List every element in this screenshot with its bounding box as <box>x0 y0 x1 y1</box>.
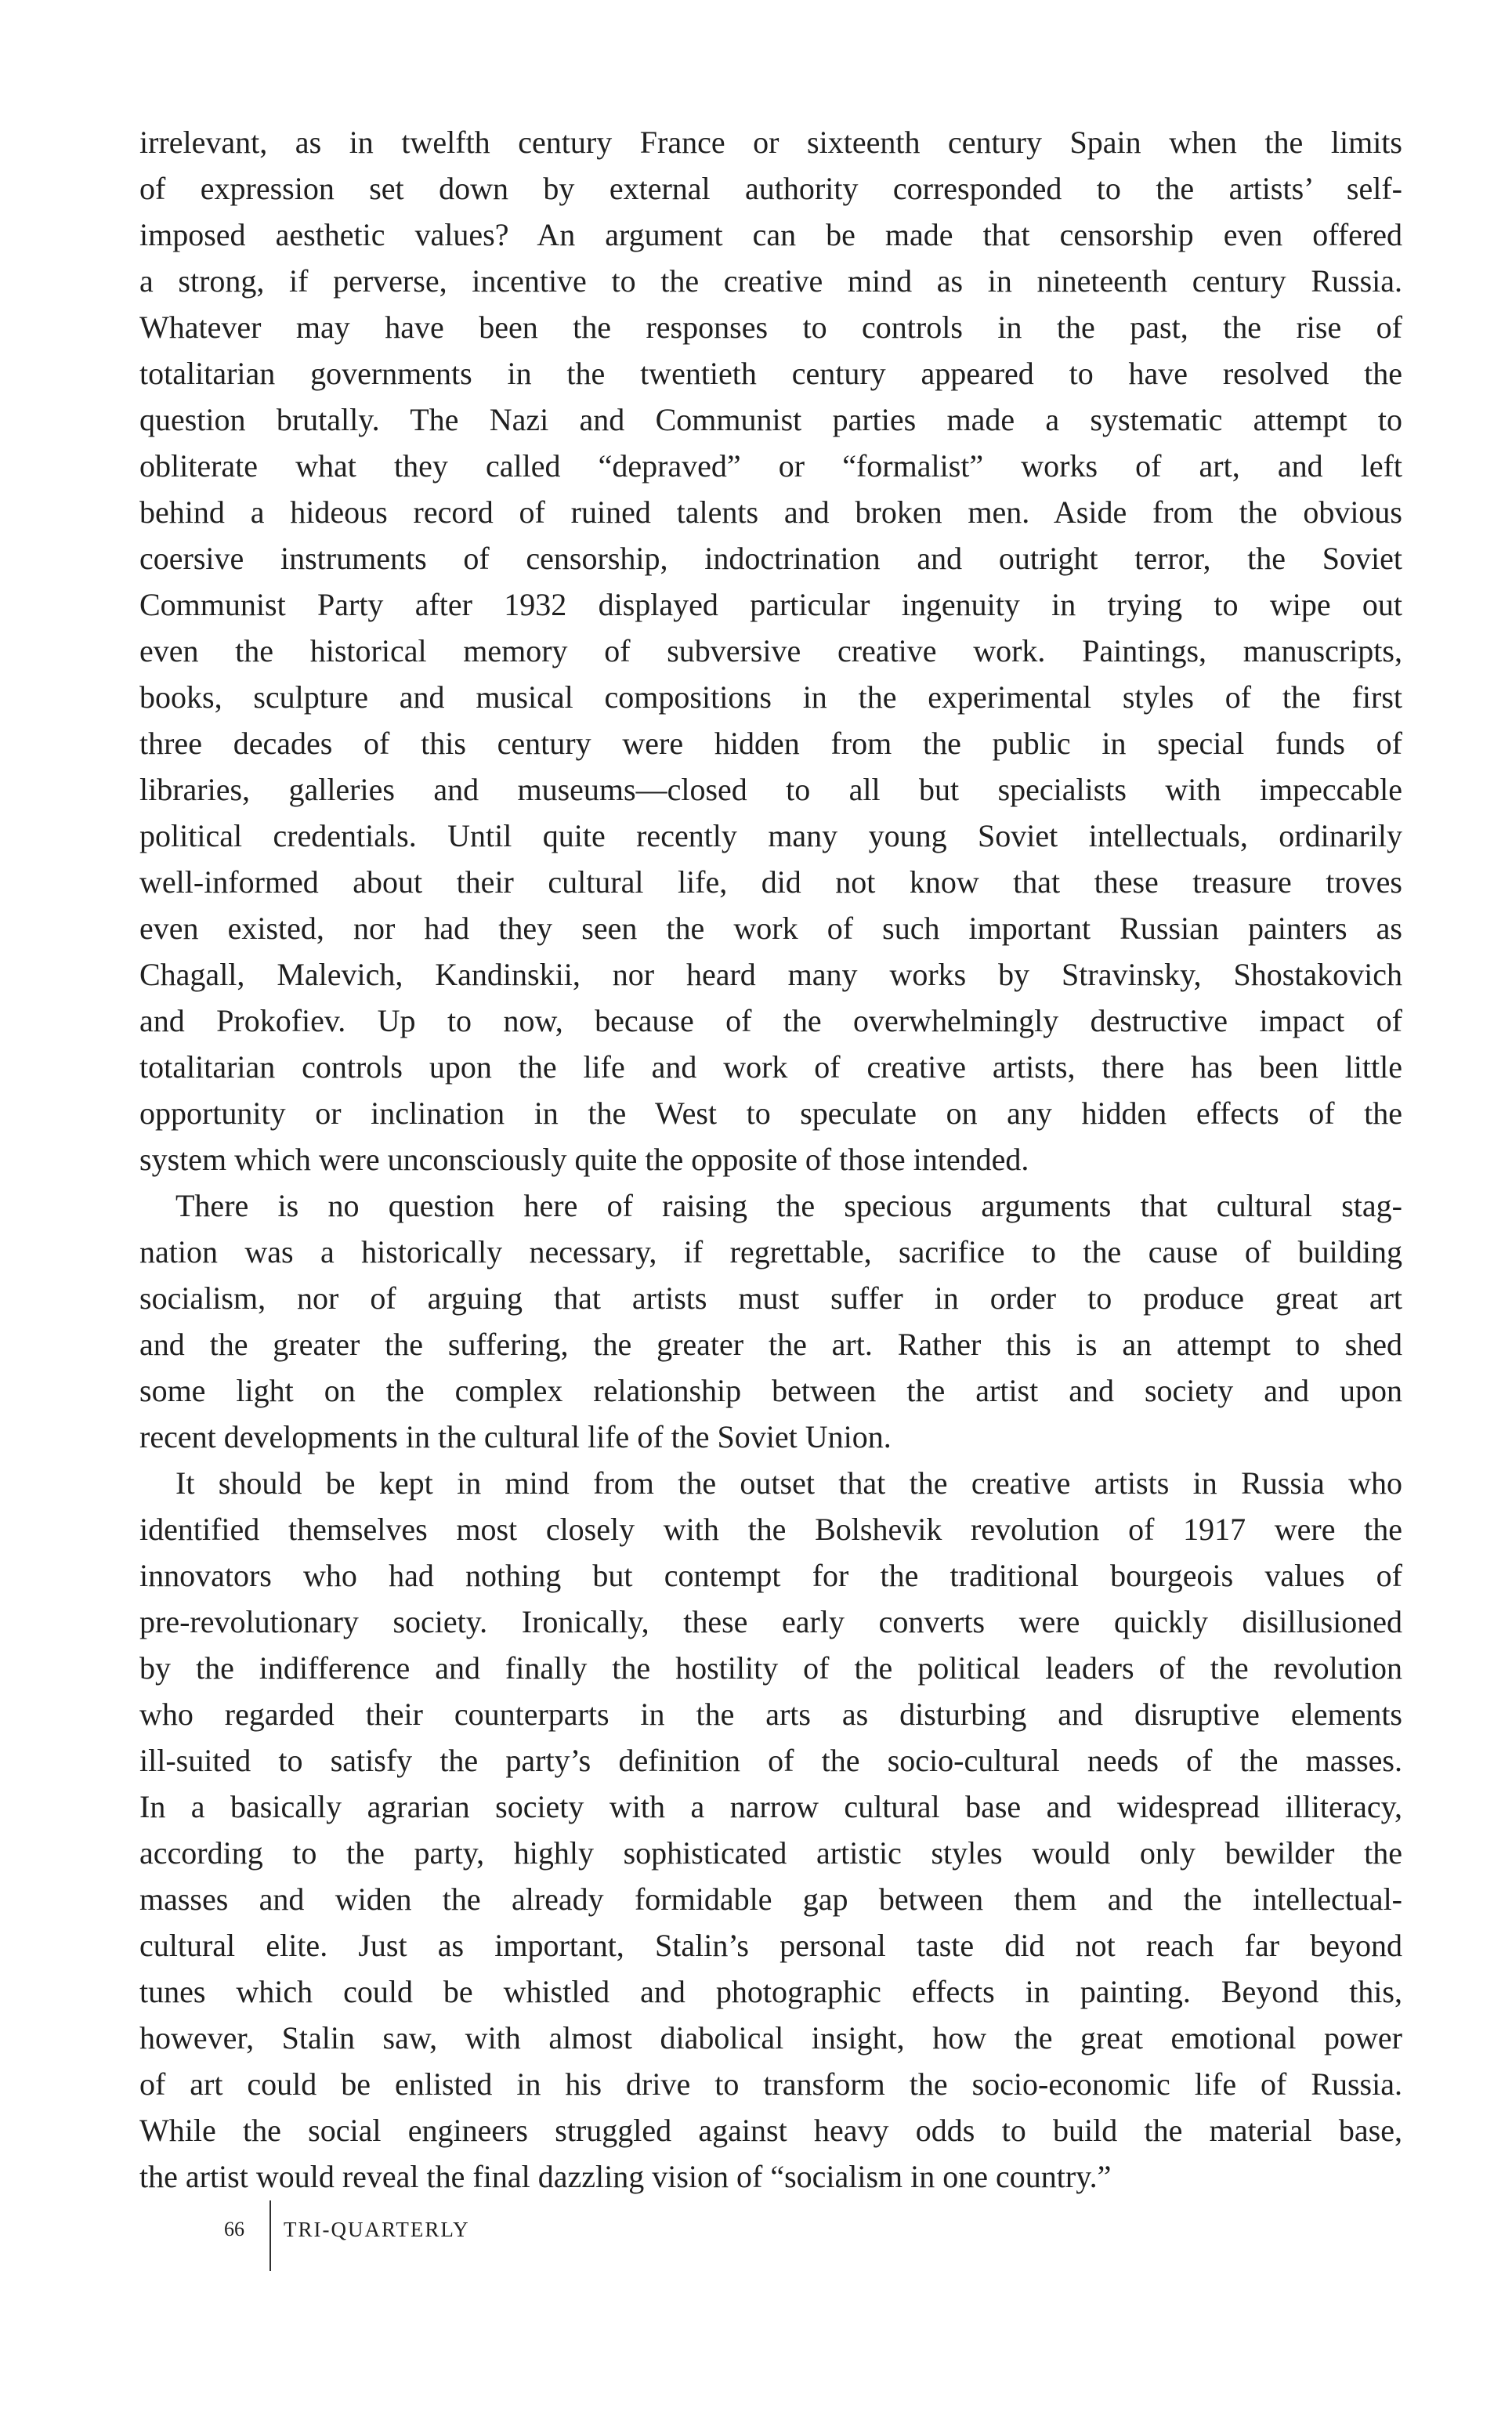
text-line: the artist would reveal the final dazzling vision of “socialism in one country.” <box>139 2159 1112 2194</box>
text-line: nation was a historically necessary, if regrettable, sacrifice to the cause of building <box>139 1234 1402 1269</box>
text-line: Communist Party after 1932 displayed particular ingenuity in trying to wipe out <box>139 587 1402 622</box>
journal-title: TRI-QUARTERLY <box>284 2218 470 2241</box>
paragraph <box>139 1183 1402 1460</box>
text-line: a strong, if perverse, incentive to the creative mind as in nineteenth century Russia. <box>139 263 1402 299</box>
text-line: totalitarian governments in the twentieth century appeared to have resolved the <box>139 356 1402 391</box>
text-line: question brutally. The Nazi and Communist parties made a systematic attempt to <box>139 402 1402 437</box>
text-line: well-informed about their cultural life, did not know that these treasure troves <box>139 864 1402 900</box>
text-line: and Prokofiev. Up to now, because of the overwhelmingly destructive impact of <box>139 1003 1402 1038</box>
paragraph <box>139 119 1402 1183</box>
text-line: innovators who had nothing but contempt for the traditional bourgeois values of <box>139 1558 1402 1593</box>
text-line: books, sculpture and musical compositions in the experimental styles of the first <box>139 679 1402 715</box>
text-line: even the historical memory of subversive creative work. Paintings, manuscripts, <box>139 633 1402 668</box>
text-line: three decades of this century were hidden from the public in special funds of <box>139 726 1402 761</box>
text-line: It should be kept in mind from the outset that the creative artists in Russia who <box>175 1465 1402 1501</box>
text-line: of expression set down by external authority corresponded to the artists’ self- <box>139 171 1402 206</box>
text-line: according to the party, highly sophisticated artistic styles would only bewilder the <box>139 1835 1402 1871</box>
text-line: identified themselves most closely with the Bolshevik revolution of 1917 were the <box>139 1512 1402 1547</box>
text-line: coersive instruments of censorship, indoctrination and outright terror, the Soviet <box>139 541 1402 576</box>
paragraph <box>139 1460 1402 2200</box>
text-line: Chagall, Malevich, Kandinskii, nor heard many works by Stravinsky, Shostakovich <box>139 957 1402 992</box>
text-line: recent developments in the cultural life of the Soviet Union. <box>139 1419 892 1454</box>
text-line: socialism, nor of arguing that artists must suffer in order to produce great art <box>139 1280 1402 1316</box>
text-line: In a basically agrarian society with a narrow cultural base and widespread illiteracy, <box>139 1789 1402 1824</box>
text-line: ill-suited to satisfy the party’s definition of the socio-cultural needs of the masses. <box>139 1743 1402 1778</box>
text-line: There is no question here of raising the specious arguments that cultural stag- <box>175 1188 1402 1223</box>
text-line: obliterate what they called “depraved” or “formalist” works of art, and left <box>139 448 1402 484</box>
text-line: While the social engineers struggled against heavy odds to build the material base, <box>139 2113 1402 2148</box>
text-line: totalitarian controls upon the life and work of creative artists, there has been little <box>139 1049 1402 1085</box>
text-line: Whatever may have been the responses to controls in the past, the rise of <box>139 310 1402 345</box>
text-line: libraries, galleries and museums—closed to all but specialists with impeccable <box>139 772 1402 807</box>
text-line: even existed, nor had they seen the work of such important Russian painters as <box>139 911 1402 946</box>
text-line: cultural elite. Just as important, Stalin’s personal taste did not reach far beyond <box>139 1928 1402 1963</box>
text-line: and the greater the suffering, the greater the art. Rather this is an attempt to shed <box>139 1327 1402 1362</box>
text-line: imposed aesthetic values? An argument can be made that censorship even offered <box>139 217 1402 252</box>
text-line: irrelevant, as in twelfth century France or sixteenth century Spain when the limits <box>139 125 1402 160</box>
text-line: political credentials. Until quite recently many young Soviet intellectuals, ordinarily <box>139 818 1402 853</box>
text-line: opportunity or inclination in the West to speculate on any hidden effects of the <box>139 1096 1402 1131</box>
text-line: masses and widen the already formidable gap between them and the intellectual- <box>139 1882 1402 1917</box>
text-line: system which were unconsciously quite the opposite of those intended. <box>139 1142 1029 1177</box>
text-line: tunes which could be whistled and photographic effects in painting. Beyond this, <box>139 1974 1402 2009</box>
body-text <box>139 119 1402 2200</box>
text-line: some light on the complex relationship between the artist and society and upon <box>139 1373 1402 1408</box>
text-line: who regarded their counterparts in the arts as disturbing and disruptive elements <box>139 1697 1402 1732</box>
page-number: 66 <box>224 2218 244 2240</box>
text-line: however, Stalin saw, with almost diabolical insight, how the great emotional power <box>139 2020 1402 2055</box>
text-line: by the indifference and finally the hostility of the political leaders of the revolution <box>139 1650 1402 1686</box>
text-line: of art could be enlisted in his drive to transform the socio-economic life of Russia. <box>139 2066 1402 2102</box>
footer-divider <box>269 2200 271 2271</box>
text-line: behind a hideous record of ruined talents and broken men. Aside from the obvious <box>139 494 1402 530</box>
text-line: pre-revolutionary society. Ironically, these early converts were quickly disillusioned <box>139 1604 1402 1639</box>
